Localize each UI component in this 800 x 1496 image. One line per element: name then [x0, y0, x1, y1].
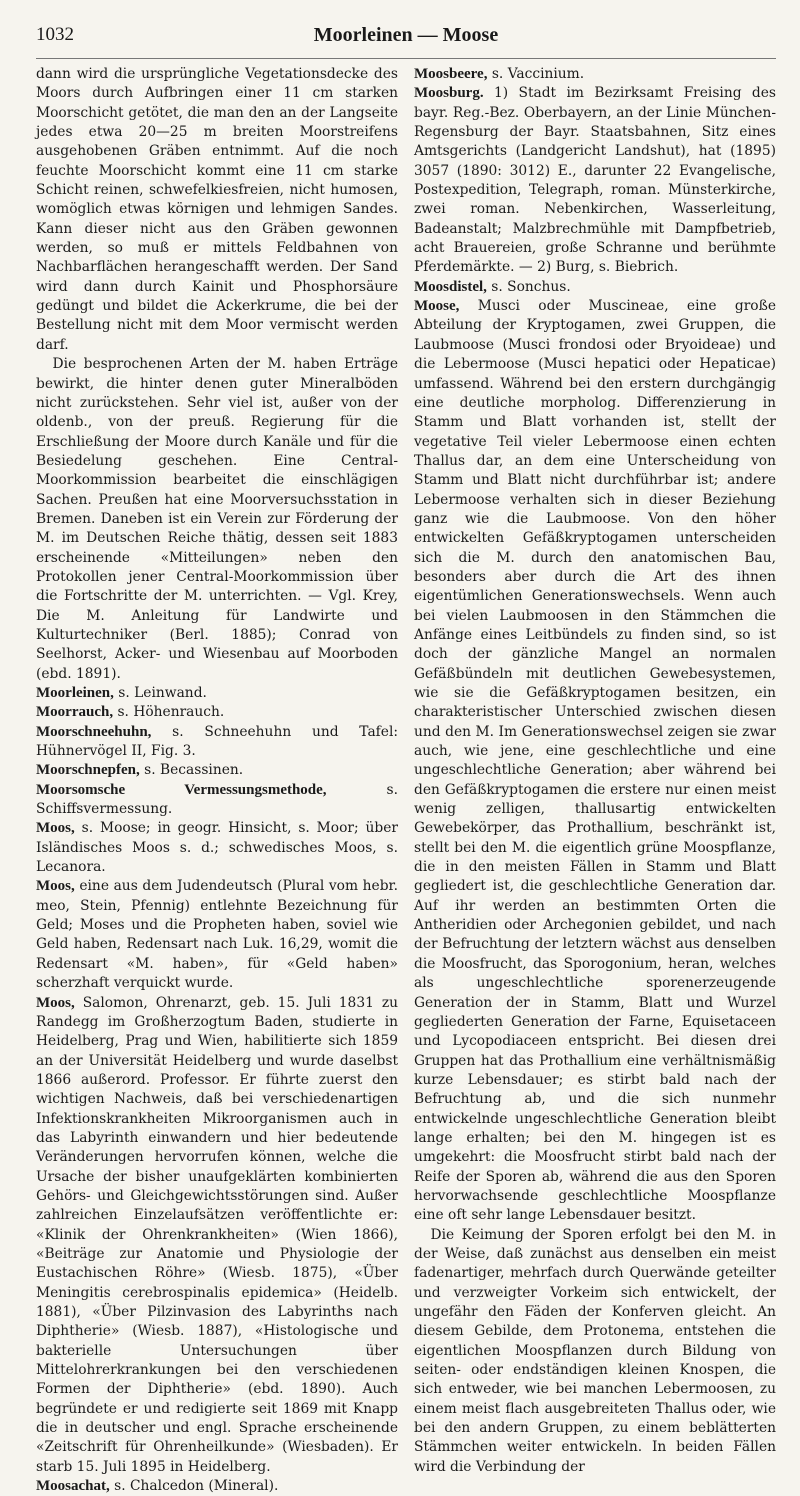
body-paragraph: dann wird die ursprüngliche Vegetationsdecke des Moors durch Aufbringen einer 11 cm starken Moorschicht getötet, die man den an der Langseite jedes etwa 20—25 m breiten Moorstreifens ausgehobenen Gräben entnimmt. Auf die noch feuchte Moorschicht kommt eine 11 cm starke Schicht reinen, schwefelkiesfreien, nicht humosen, womöglich etwas körnigen und lehmigen Sandes. Kann dieser nicht aus den Gräben gewonnen werden, so muß er mittels Feldbahnen von Nachbarflächen herangeschafft werden. Der Sand wird dann durch Kainit und Phosphorsäure gedüngt und bildet die Ackerkrume, die bei der Bestellung nicht mit dem Moor vermischt werden darf.: [36, 66, 398, 353]
entry-text: Musci oder Muscineae, eine große Abteilung der Kryptogamen, zwei Gruppen, die Laubmoose (Musci frondosi oder Bryoideae) und die Lebermoose (Musci hepatici oder Hepaticae) umfassend. Während bei den erstern durchgängig eine deutliche morpholog. Differenzierung in Stamm und Blatt vorhanden ist, stellt der vegetative Teil vieler Lebermoose einen echten Thallus dar, an dem eine Unterscheidung von Stamm und Blatt nicht durchführbar ist; andere Lebermoose verhalten sich in dieser Beziehung ganz wie die Laubmoose. Von den höher entwickelten Gefäßkryptogamen unterscheiden sich die M. durch den anatomischen Bau, besonders aber durch die Art des ihnen eigentümlichen Generationswechsels. Wenn auch bei vielen Laubmoosen in den Stämmchen die Anfänge eines Leitbündels zu finden sind, so ist doch der gänzliche Mangel an normalen Gefäßbündeln mit deutlichen Gewebesystemen, wie sie die Gefäßkryptogamen besitzen, ein charakteristischer Unterschied zwischen diesen und den M. Im Generationswechsel zeigen sie zwar auch, wie jene, eine geschlechtliche und eine ungeschlechtliche Generation; aber während bei den Gefäßkryptogamen die erstere nur einen meist wenig zelligen, thallusartig entwickelten Gewebekörper, das Prothallium, beschränkt ist, stellt bei den M. die eigentlich grüne Moospflanze, die in den meisten Fällen in Stamm und Blatt gegliedert ist, die geschlechtliche Generation dar. Auf ihr werden an bestimmten Orten die Antheridien oder Archegonien gebildet, und nach der Befruchtung der letztern wächst aus denselben die Moosfrucht, das Sporogonium, heran, welches als ungeschlechtliche sporenerzeugende Generation der in Stamm, Blatt und Wurzel gegliederten Generation der Farne, Equisetaceen und Lycopodiaceen entspricht. Bei diesen drei Gruppen hat das Prothallium eine verhältnismäßig kurze Lebensdauer; es stirbt bald nach der Befruchtung ab, und die sich nunmehr entwickelnde ungeschlechtliche Generation bleibt lange erhalten; bei den M. hingegen ist es umgekehrt: die Moosfrucht stirbt bald nach der Reife der Sporen ab, während die aus den Sporen hervorwachsende geschlechtliche Moospflanze eine oft sehr lange Lebensdauer besitzt.: [414, 298, 776, 1224]
entry-text: s. Becassinen.: [139, 762, 244, 779]
body-paragraph: Die besprochenen Arten der M. haben Erträge bewirkt, die hinter denen guter Mineralböden nicht zurückstehen. Sehr viel ist, außer von der oldenb., von der preuß. Regierung für die Erschließung der Moore durch Kanäle und für die Besiedelung geschehen. Eine Central-Moorkommission bearbeitet die einschlägigen Sachen. Preußen hat eine Moorversuchsstation in Bremen. Daneben ist ein Verein zur Förderung der M. im Deutschen Reiche thätig, dessen seit 1883 erscheinende «Mitteilungen» neben den Protokollen jener Central-Moorkommission über die Fortschritte der M. unterrichten. — Vgl. Krey, Die M. Anleitung für Landwirte und Kulturtechniker (Berl. 1885); Conrad von Seelhorst, Acker- und Wiesenbau auf Moorboden (ebd. 1891).: [36, 356, 398, 682]
entry-text: s. Schneehuhn und Tafel: Hühnervögel II, Fig. 3.: [36, 723, 398, 760]
dictionary-entry: [36, 877, 398, 993]
entry-headword: Moorsomsche Vermessungsmethode,: [36, 781, 327, 798]
dictionary-entry: [36, 723, 398, 762]
entry-text: 1) Stadt im Bezirksamt Freising des bayr. Reg.-Bez. Oberbayern, an der Linie München-Regensburg der Bayr. Staatsbahnen, Sitz eines Amtsgerichts (Landgericht Landshut), hat (1895) 3057 (1890: 3012) E., darunter 22 Evangelische, Postexpedition, Telegraph, roman. Münsterkirche, zwei roman. Nebenkirchen, Wasserleitung, Badeanstalt; Malzbrechmühle mit Dampfbetrieb, acht Brauereien, große Schranne und berühmte Pferdemärkte. — 2) Burg, s. Biebrich.: [414, 85, 776, 276]
entry-headword: Moorschneehuhn,: [36, 723, 152, 740]
entry-headword: Moosburg.: [414, 85, 484, 102]
page-header: [36, 24, 776, 59]
dictionary-entry: [414, 65, 776, 84]
dictionary-entry: [414, 278, 776, 297]
running-title: Moorleinen — Moose: [313, 24, 499, 46]
entry-headword: Moosbeere,: [414, 66, 488, 82]
entry-headword: Moosdistel,: [414, 278, 487, 295]
dictionary-entry: [36, 781, 398, 820]
dictionary-entry: [414, 84, 776, 277]
dictionary-entry: [414, 297, 776, 1226]
entry-text: s. Höhenrauch.: [113, 704, 225, 721]
entry-headword: Moos,: [36, 994, 75, 1011]
entry-text: s. Chalcedon (Mineral).: [109, 1478, 279, 1495]
body-paragraph: Die Keimung der Sporen erfolgt bei den M. in der Weise, daß zunächst aus denselben ein meist fadenartiger, mehrfach durch Querwände geteilter und verzweigter Vorkeim sich entwickelt, der ungefähr den Fäden der Konferven gleicht. An diesem Gebilde, dem Protonema, entstehen die eigentlichen Moospflanzen durch Bildung von seiten- oder endständigen kleinen Knospen, die sich entweder, wie bei manchen Lebermoosen, zu einem meist flach ausgebreiteten Thallus oder, wie bei den andern Gruppen, zu einem beblätterten Stämmchen weiter entwickeln. In beiden Fällen wird die Verbindung der: [414, 1226, 776, 1475]
dictionary-entry: [36, 819, 398, 877]
entry-text: s. Schiffsvermessung.: [36, 781, 398, 818]
entry-text: s. Vaccinium.: [487, 66, 585, 82]
left-column: [36, 65, 398, 1496]
entry-headword: Moorrauch,: [36, 704, 114, 721]
right-column: [414, 65, 776, 1496]
entry-headword: Moosachat,: [36, 1478, 110, 1495]
dictionary-entry: [36, 684, 398, 703]
dictionary-entry: [36, 761, 398, 780]
entry-headword: Moos,: [36, 878, 75, 895]
dictionary-entry: [36, 994, 398, 1478]
entry-text: s. Sonchus.: [486, 278, 571, 295]
entry-headword: Moorleinen,: [36, 685, 114, 701]
entry-text: s. Moose; in geogr. Hinsicht, s. Moor; über Isländisches Moos s. d.; schwedisches Moos, s. Lecanora.: [36, 820, 398, 876]
entry-headword: Moorschnepfen,: [36, 762, 140, 779]
page-number: 1032: [36, 24, 74, 45]
two-column-body: [36, 65, 776, 1496]
dictionary-entry: [36, 1477, 398, 1496]
entry-text: s. Leinwand.: [113, 685, 207, 701]
entry-text: eine aus dem Judendeutsch (Plural vom hebr. meo, Stein, Pfennig) entlehnte Bezeichnung für Geld; Moses und die Propheten haben, soviel wie Geld haben, Redensart nach Luk. 16,29, womit die Redensart «M. haben», für «Geld haben» scherzhaft verquickt wurde.: [36, 878, 398, 992]
entry-text: Salomon, Ohrenarzt, geb. 15. Juli 1831 zu Randegg im Großherzogtum Baden, studierte in Heidelberg, Prag und Wien, habilitierte sich 1859 an der Universität Heidelberg und wurde daselbst 1866 außerord. Professor. Er führte zuerst den wichtigen Nachweis, daß bei verschiedenartigen Infektionskrankheiten Mikroorganismen auch in das Labyrinth einwandern und hier bedeutende Veränderungen hervorrufen können, welche die Ursache der bisher unaufgeklärten kombinierten Gehörs- und Gleichgewichtsstörungen sind. Außer zahlreichen Einzelaufsätzen veröffentlichte er: «Klinik der Ohrenkrankheiten» (Wien 1866), «Beiträge zur Anatomie und Physiologie der Eustachischen Röhre» (Wiesb. 1875), «Über Meningitis cerebrospinalis epidemica» (Heidelb. 1881), «Über Pilzinvasion des Labyrinths nach Diphtherie» (Wiesb. 1887), «Histologische und bakterielle Untersuchungen über Mittelohrerkrankungen bei den verschiedenen Formen der Diphtherie» (ebd. 1890). Auch begründete er und redigierte seit 1869 mit Knapp die in deutscher und engl. Sprache erscheinende «Zeitschrift für Ohrenheilkunde» (Wiesbaden). Er starb 15. Juli 1895 in Heidelberg.: [36, 994, 398, 1475]
entry-headword: Moose,: [414, 298, 460, 315]
dictionary-entry: [36, 703, 398, 722]
entry-headword: Moos,: [36, 820, 75, 837]
